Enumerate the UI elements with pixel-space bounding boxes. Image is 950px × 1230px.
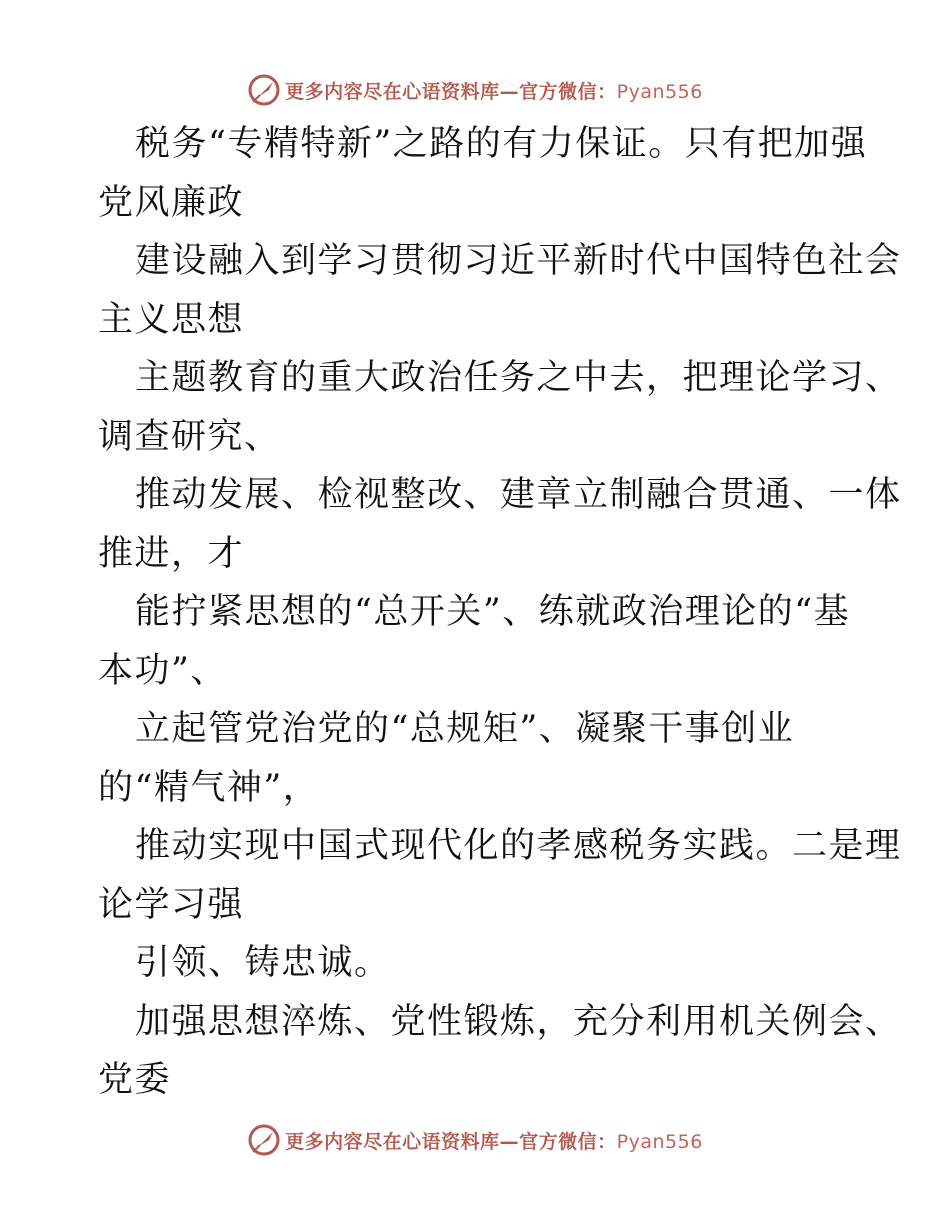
text-line: 推进，才 bbox=[98, 533, 245, 574]
feather-pen-logo-icon bbox=[247, 73, 281, 107]
text-line: 党委 bbox=[98, 1060, 172, 1100]
text-line: 引领、铸忠诚。 bbox=[135, 943, 391, 983]
text-line: 建设融入到学习贯彻习近平新时代中国特色社会 bbox=[135, 241, 902, 281]
feather-pen-logo-icon bbox=[247, 1123, 281, 1157]
watermark-text: 更多内容尽在心语资料库—官方微信：Pyan556 bbox=[285, 80, 703, 103]
text-line: 推动发展、检视整改、建章立制融合贯通、一体 bbox=[135, 475, 902, 515]
text-line: 立起管党治党的“总规矩”、凝聚干事创业 bbox=[135, 709, 795, 749]
text-line: 主义思想 bbox=[98, 299, 245, 340]
watermark-wechat-id: Pyan556 bbox=[616, 80, 703, 103]
text-line: 调查研究、 bbox=[98, 416, 281, 457]
watermark-wechat-id: Pyan556 bbox=[616, 1130, 703, 1153]
text-line: 推动实现中国式现代化的孝感税务实践。二是理 bbox=[135, 826, 902, 866]
header-watermark bbox=[0, 70, 950, 110]
text-line: 加强思想淬炼、党性锻炼，充分利用机关例会、 bbox=[135, 1001, 902, 1042]
text-line: 本功”、 bbox=[98, 650, 227, 691]
footer-watermark bbox=[0, 1120, 950, 1160]
text-line: 能拧紧思想的“总开关”、练就政治理论的“基 bbox=[135, 592, 851, 632]
watermark-text: 更多内容尽在心语资料库—官方微信：Pyan556 bbox=[285, 1130, 703, 1153]
text-line: 论学习强 bbox=[98, 884, 245, 925]
text-line: 主题教育的重大政治任务之中去，把理论学习、 bbox=[135, 358, 902, 398]
text-line: 的“精气神”， bbox=[98, 767, 320, 808]
document-body bbox=[98, 115, 902, 1110]
text-line: 党风廉政 bbox=[98, 182, 245, 223]
text-line: 税务“专精特新”之路的有力保证。只有把加强 bbox=[135, 124, 868, 164]
